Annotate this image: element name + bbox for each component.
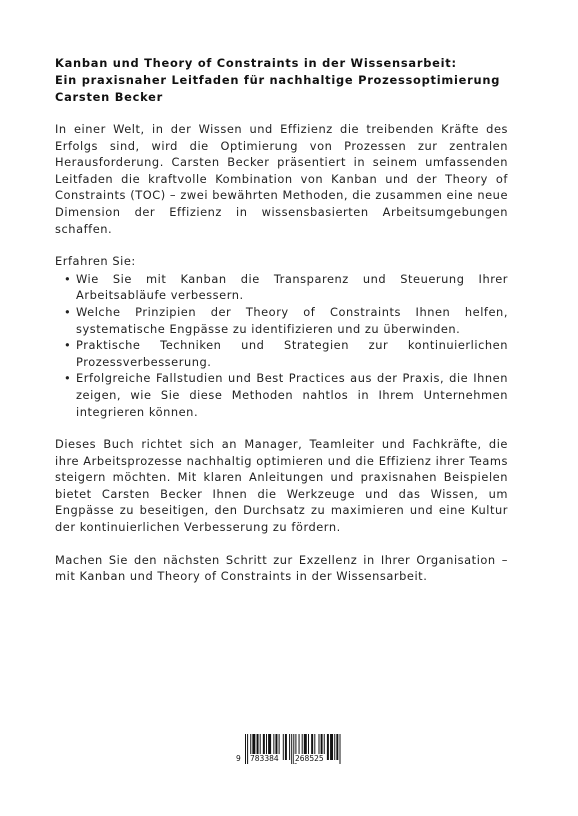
barcode-digits-right: 268525 (295, 754, 324, 763)
barcode-bar (336, 734, 338, 760)
list-item (64, 304, 508, 337)
barcode-digits-left: 783384 (250, 754, 279, 763)
barcode-bar (283, 734, 284, 760)
barcode-bar (289, 734, 290, 760)
list-item-text: Erfolgreiche Fallstudien und Best Practices aus der Praxis, die Ihnen zeigen, wie Sie diese Methoden nahtlos in Ihrem Unternehmen integrieren können. (76, 371, 508, 419)
title-line-1: Kanban und Theory of Constraints in der Wissensarbeit: (55, 56, 457, 70)
isbn-barcode (238, 734, 348, 770)
bullet-icon: • (64, 304, 72, 319)
barcode-bar (245, 734, 246, 764)
list-item (64, 370, 508, 420)
list-item-text: Welche Prinzipien der Theory of Constraints Ihnen helfen, systematische Engpässe zu identifizieren und zu überwinden. (76, 304, 508, 336)
barcode-bar (330, 734, 333, 760)
list-item-text: Praktische Techniken und Strategien zur kontinuierlichen Prozessverbesserung. (76, 338, 508, 369)
title-line-2: Ein praxisnaher Leitfaden für nachhaltige Prozessoptimierung (55, 73, 501, 87)
bullet-icon: • (64, 371, 72, 386)
list-item (64, 271, 508, 304)
barcode-bar (285, 734, 287, 760)
barcode-digit-first: 9 (236, 754, 241, 763)
audience-paragraph: Dieses Buch richtet sich an Manager, Teamleiter und Fachkräfte, die ihre Arbeitsprozesse nachhaltig optimieren und die Effizienz ihrer Teams steigern möchten. Mit klaren Anleitungen und praxisnahen Beispielen bietet Carsten Becker Ihnen die Werkzeuge und das Wissen, um Engpässe zu beseitigen, den Durchsatz zu maximieren und eine Kultur der kontinuierlichen Verbesserung zu fördern. (55, 437, 508, 535)
author-name: Carsten Becker (55, 90, 163, 104)
list-item-text: Wie Sie mit Kanban die Transparenz und Steuerung Ihrer Arbeitsabläufe verbessern. (76, 271, 508, 303)
barcode-bar (334, 734, 335, 760)
barcode-bars (238, 734, 348, 770)
title-block (55, 55, 508, 106)
bullet-icon: • (64, 271, 72, 286)
barcode-bar (327, 734, 329, 760)
barcode-bar (340, 734, 341, 764)
learn-heading: Erfahren Sie: (55, 254, 136, 269)
list-item (64, 337, 508, 370)
learn-list (55, 271, 508, 420)
intro-paragraph: In einer Welt, in der Wissen und Effizienz die treibenden Kräfte des Erfolgs sind, wird die Optimierung von Prozessen zur zentralen Herausforderung. Carsten Becker präsentiert in seinem umfassenden Leitfaden die kraftvolle Kombination von Kanban und der Theory of Constraints (TOC) – zwei bewährten Methoden, die zusammen eine neue Dimension der Effizienz in wissensbasierten Arbeitsumgebungen schaffen. (55, 122, 508, 236)
book-back-cover (55, 55, 508, 585)
barcode-bar (247, 734, 248, 764)
barcode-bar (291, 734, 292, 764)
closing-paragraph: Machen Sie den nächsten Schritt zur Exzellenz in Ihrer Organisation – mit Kanban und Theory of Constraints in der Wissensarbeit. (55, 552, 508, 584)
bullet-icon: • (64, 338, 72, 353)
